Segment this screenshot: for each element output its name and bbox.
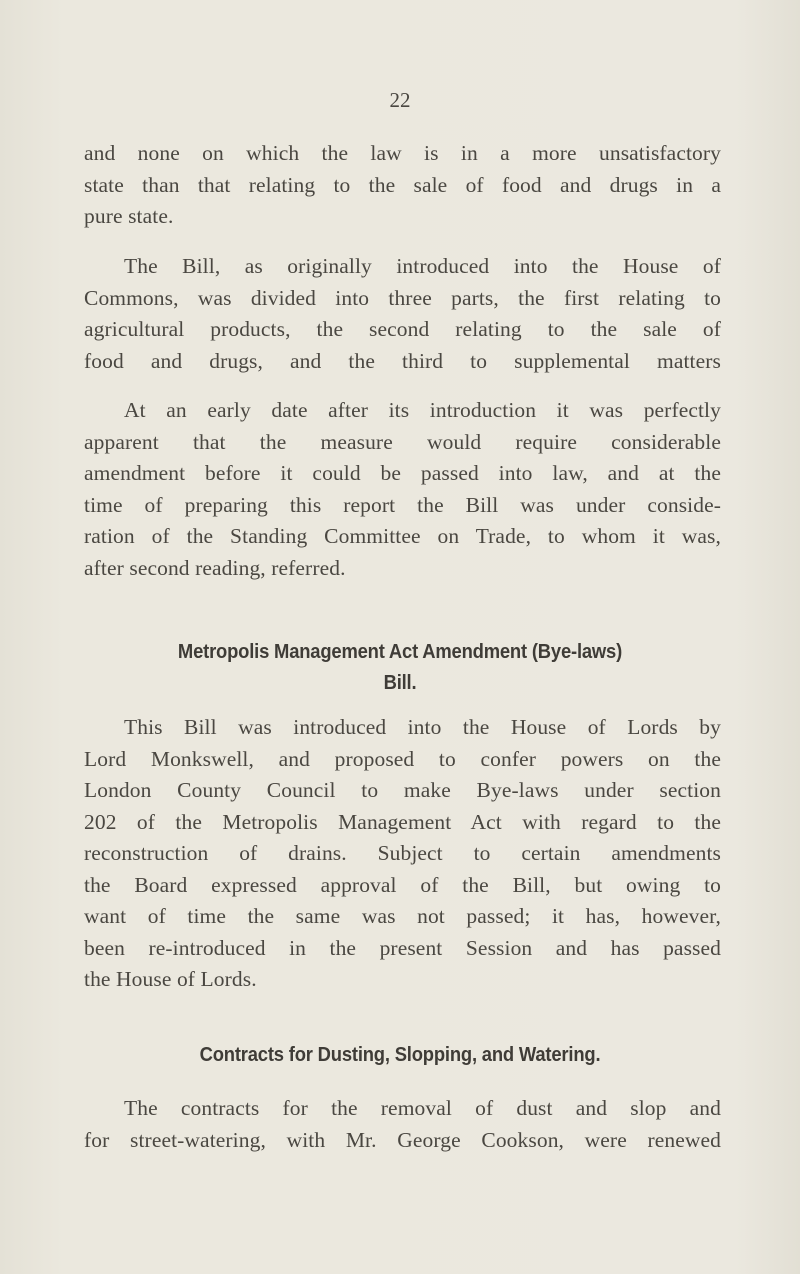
text-line: London County Council to make Bye-laws under section xyxy=(84,778,721,802)
text-line: the Board expressed approval of the Bill, but owing to xyxy=(84,872,721,897)
text-line: want of time the same was not passed; it has, however, xyxy=(84,904,721,928)
text-line: At an early date after its introduction it was perfectly xyxy=(124,398,721,422)
text-line: reconstruction of drains. Subject to certain amendments xyxy=(84,841,721,865)
text-line: 202 of the Metropolis Management Act with regard to the xyxy=(84,809,721,834)
paragraph-intro xyxy=(84,138,721,233)
section-heading-metropolis: Metropolis Management Act Amendment (Bye-laws) xyxy=(177,641,623,663)
paragraph-metropolis-bill xyxy=(84,712,721,996)
page-number: 22 xyxy=(389,88,411,112)
text-line: state than that relating to the sale of food and drugs in a xyxy=(84,172,721,197)
section-heading-contracts: Contracts for Dusting, Slopping, and Watering. xyxy=(199,1044,601,1066)
text-line: ration of the Standing Committee on Trade, to whom it was, xyxy=(84,524,721,548)
paragraph-amendment xyxy=(84,395,721,584)
text-line: time of preparing this report the Bill was under conside- xyxy=(84,492,721,517)
text-line: the House of Lords. xyxy=(84,967,257,991)
text-line: This Bill was introduced into the House of Lords by xyxy=(124,715,721,739)
text-line: been re-introduced in the present Session and has passed xyxy=(84,935,721,960)
text-line: The Bill, as originally introduced into the House of xyxy=(124,254,721,278)
text-line: and none on which the law is in a more unsatisfactory xyxy=(84,141,721,165)
paragraph-contracts xyxy=(84,1093,721,1156)
text-line: The contracts for the removal of dust and slop and xyxy=(124,1096,721,1120)
section-heading-metropolis-cont: Bill. xyxy=(383,672,417,694)
text-line: agricultural products, the second relating to the sale of xyxy=(84,317,721,341)
text-line: amendment before it could be passed into law, and at the xyxy=(84,461,721,485)
text-line: Lord Monkswell, and proposed to confer powers on the xyxy=(84,746,721,771)
text-line: for street-watering, with Mr. George Cookson, were renewed xyxy=(84,1127,721,1152)
paragraph-bill-parts xyxy=(84,251,721,377)
text-line: pure state. xyxy=(84,204,174,228)
text-line: after second reading, referred. xyxy=(84,555,346,580)
text-line: apparent that the measure would require considerable xyxy=(84,429,721,454)
text-line: Commons, was divided into three parts, the first relating to xyxy=(84,285,721,310)
text-line: food and drugs, and the third to supplemental matters xyxy=(84,348,721,373)
